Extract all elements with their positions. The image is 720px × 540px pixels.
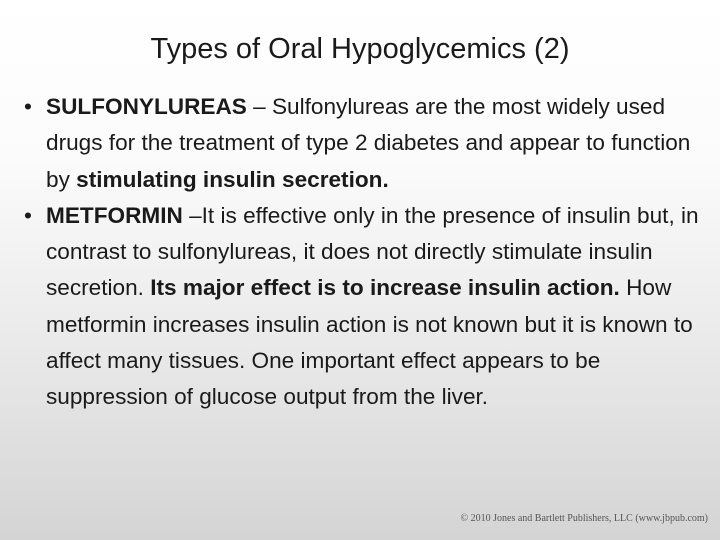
bullet-term: METFORMIN: [46, 202, 183, 228]
bullet-list: [20, 89, 700, 416]
bullet-term: SULFONYLUREAS: [46, 94, 247, 119]
bullet-marker: •: [24, 94, 32, 119]
bullet-text: – Sulfonylureas are the most widely used drugs for the treatment of type 2 diabetes and appear to function by: [46, 94, 691, 192]
bullet-text: –It is effective only in the presence of insulin but, in contrast to sulfonylureas, it does not directly stimulate insulin secretion.: [46, 202, 699, 301]
bullet-text: How metformin increases insulin action is not known but it is known to affect many tissues. One important effect appears to be suppression of glucose output from the liver.: [46, 275, 693, 410]
copyright-notice: © 2010 Jones and Bartlett Publishers, LLC (www.jbpub.com): [460, 513, 708, 524]
bullet-item-metformin: [20, 198, 700, 416]
bullet-marker: •: [24, 202, 32, 228]
slide-title: Types of Oral Hypoglycemics (2): [150, 33, 570, 65]
bullet-emphasis: Its major effect is to increase insulin action.: [150, 275, 620, 301]
bullet-emphasis: stimulating insulin secretion.: [76, 166, 389, 192]
bullet-item-sulfonylureas: [20, 89, 700, 198]
